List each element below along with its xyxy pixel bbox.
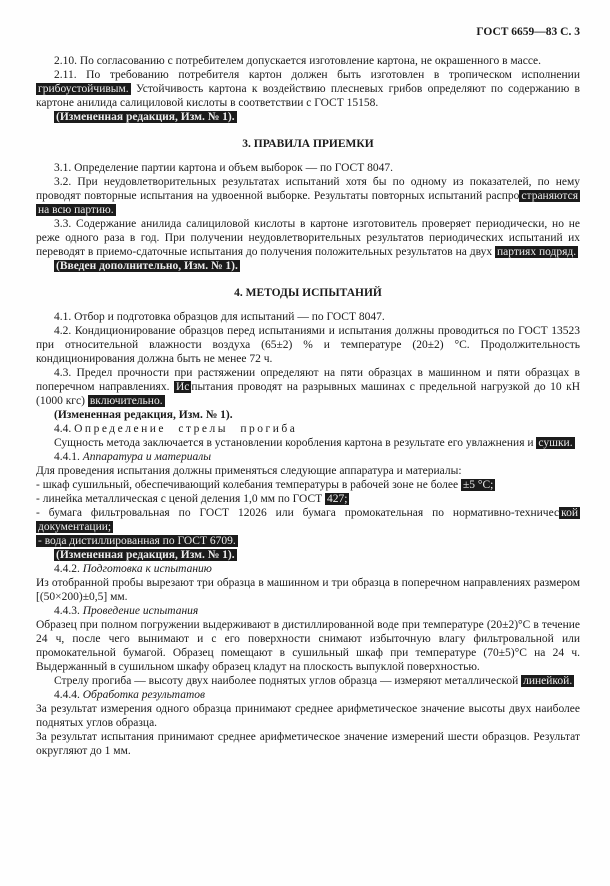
paragraph [36, 310, 580, 324]
paragraph [36, 464, 580, 478]
text-run: 2.10. По согласованию с потребителем допускается изготовление картона, не окрашенного в массе. [54, 55, 542, 67]
highlighted-text: партиях подряд. [497, 246, 577, 258]
highlighted-text: (Измененная редакция, Изм. № 1). [56, 111, 235, 123]
text-run: Устойчивость картона к воздействию плесневых грибов определяют по содержанию в картоне анилида салициловой кислоты в соответствии с ГОСТ 15158. [36, 83, 580, 109]
list-item [36, 506, 580, 534]
paragraph [36, 730, 580, 758]
document-content [36, 54, 580, 758]
italic-subheading-text: Проведение испытания [82, 605, 199, 617]
paragraph [36, 702, 580, 730]
text-run: 3. ПРАВИЛА ПРИЕМКИ [242, 138, 374, 150]
paragraph [36, 366, 580, 408]
paragraph [36, 688, 580, 702]
text-run: 4.4.1. [54, 451, 83, 463]
text-run: За результат испытания принимают среднее арифметическое значение измерений шести образцов. Результат округляют до 1 мм. [36, 731, 580, 757]
highlighted-text: Ис [175, 381, 190, 393]
paragraph [36, 161, 580, 175]
paragraph [36, 562, 580, 576]
amendment-note [36, 110, 580, 124]
paragraph [36, 450, 580, 464]
text-run: Из отобранной пробы вырезают три образца в машинном и три образца в поперечном направлениях размером [(50×200)±0,5] мм. [36, 577, 580, 603]
text-run: 2.11. По требованию потребителя картон должен быть изготовлен в тропическом исполнении [54, 69, 580, 81]
paragraph [36, 604, 580, 618]
text-run: 4.4.2. [54, 563, 83, 575]
text-run: 3.3. Содержание анилида салициловой кислоты в картоне изготовитель проверяет периодически, но не реже одного раза в год. При получении неудовлетворительных результатов периодических испытаний их переводят в приемо-сдаточные испытания до получения положительных результатов на двух [36, 218, 580, 258]
text-run: (Измененная редакция, Изм. № 1). [54, 409, 233, 421]
list-item [36, 534, 580, 548]
text-run: 4.4. [54, 423, 75, 435]
paragraph [36, 422, 580, 436]
italic-subheading-text: Обработка результатов [82, 689, 205, 701]
italic-subheading-text: Подготовка к испытанию [82, 563, 212, 575]
text-run: 3.2. При неудовлетворительных результатах испытаний хотя бы по одному из показателей, по нему проводят повторные испытания на удвоенной выборке. Результаты повторных испытаний распро [36, 176, 580, 202]
paragraph [36, 618, 580, 674]
highlighted-text: включительно. [89, 395, 163, 407]
text-run: Определение стрелы прогиба [74, 423, 298, 435]
highlighted-text: грибоустойчивым. [38, 83, 129, 95]
text-run: пытания проводят на разрывных машинах с предельной нагрузкой до 10 кН (1000 кгс) [36, 381, 580, 407]
section-heading [36, 137, 580, 151]
paragraph [36, 576, 580, 604]
highlighted-text: сушки. [538, 437, 573, 449]
section-heading [36, 286, 580, 300]
highlighted-text: - вода дистиллированная по ГОСТ 6709. [38, 535, 236, 547]
text-run: - шкаф сушильный, обеспечивающий колебания температуры в рабочей зоне не более [36, 479, 461, 491]
text-run: 4.4.3. [54, 605, 83, 617]
text-run: 4. МЕТОДЫ ИСПЫТАНИЙ [234, 287, 382, 299]
text-run: - линейка металлическая с ценой деления 1,0 мм по ГОСТ [36, 493, 326, 505]
highlighted-text: страняются на всю партию. [38, 190, 578, 216]
highlighted-text: линейкой. [523, 675, 573, 687]
highlighted-text: (Введен дополнительно, Изм. № 1). [56, 260, 238, 272]
paragraph [36, 674, 580, 688]
list-item [36, 492, 580, 506]
text-run: - бумага фильтровальная по ГОСТ 12026 или бумага промокательная по нормативно-техничес [36, 507, 560, 519]
paragraph [36, 436, 580, 450]
highlighted-text: (Измененная редакция, Изм. № 1). [56, 549, 235, 561]
highlighted-text: ±5 °С; [462, 479, 494, 491]
paragraph [36, 324, 580, 366]
text-run: 4.3. Предел прочности при растяжении определяют на пяти образцах в машинном и пяти образцах в поперечном направлениях. [36, 367, 580, 393]
paragraph [36, 68, 580, 110]
text-run: Для проведения испытания должны применяться следующие аппаратура и материалы: [36, 465, 462, 477]
amendment-note [36, 408, 580, 422]
paragraph [36, 217, 580, 259]
highlighted-text: 427; [327, 493, 348, 505]
text-run: 4.4.4. [54, 689, 83, 701]
highlighted-text: кой документации; [38, 507, 578, 533]
paragraph [36, 175, 580, 217]
paragraph [36, 54, 580, 68]
text-run: 3.1. Определение партии картона и объем выборок — по ГОСТ 8047. [54, 162, 393, 174]
text-run: За результат измерения одного образца принимают среднее арифметическое значение высоты двух наиболее поднятых углов образца. [36, 703, 580, 729]
list-item [36, 478, 580, 492]
text-run: Сущность метода заключается в установлении коробления картона в результате его увлажнения и [54, 437, 537, 449]
amendment-note [36, 548, 580, 562]
text-run: Стрелу прогиба — высоту двух наиболее поднятых углов образца — измеряют металлической [54, 675, 522, 687]
amendment-note [36, 259, 580, 273]
text-run: 4.2. Кондиционирование образцов перед испытаниями и испытания должны проводиться по ГОСТ 13523 при относительной влажности воздуха (65±2) % и температуре (20±2) °С. Продолжительность кондиционирования должна быть не менее 72 ч. [36, 325, 580, 365]
text-run: Образец при полном погружении выдерживают в дистиллированной воде при температуре (20±2)°С в течение 24 ч, после чего вынимают и с его поверхности снимают избыточную влагу фильтровальной или промокательной бумагой. Образец помещают в сушильный шкаф при температуре (70±5)°С на 24 ч. Выдержанный в сушильном шкафу образец кладут на плоскость выпуклой поверхностью. [36, 619, 580, 673]
italic-subheading-text: Аппаратура и материалы [82, 451, 212, 463]
text-run: 4.1. Отбор и подготовка образцов для испытаний — по ГОСТ 8047. [54, 311, 385, 323]
gost-page-header: ГОСТ 6659—83 С. 3 [476, 26, 580, 38]
